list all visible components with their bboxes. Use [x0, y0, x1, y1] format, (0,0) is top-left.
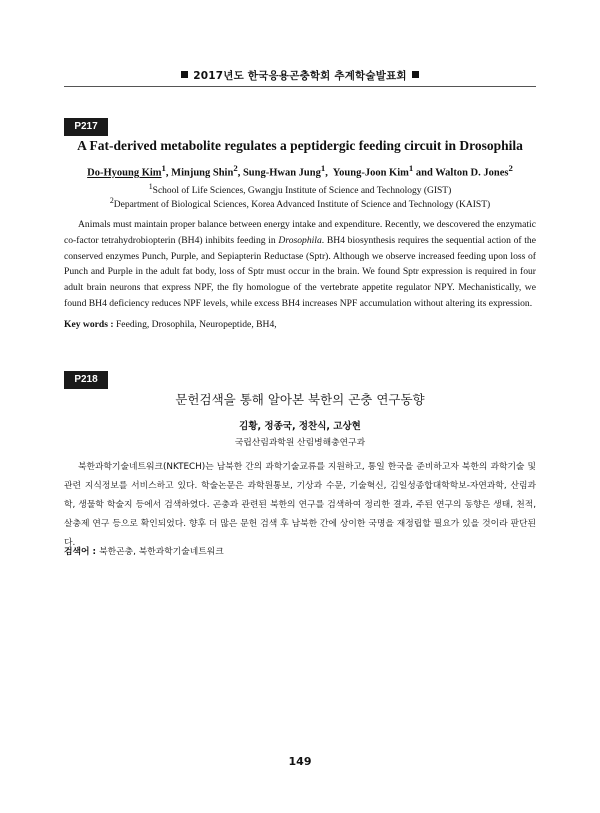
paper-title-p218: 문헌검색을 통해 알아본 북한의 곤충 연구동향 — [175, 392, 425, 407]
abstract-p218: 북한과학기술네트워크(NKTECH)는 남북한 간의 과학기술교류를 지원하고, 통일 한국을 준비하고자 북한의 과학기술 및 관련 지식정보를 서비스하고 있다. 학술논문은 과학원통보, 기상과 수문, 기술혁신, 김일성종합대학학보-자연과학, 산림과학, 생물학 학술지 등에서 검색하였다. 곤충과 관련된 북한의 연구를 검색하여 정리한 결과, 주된 연구의 동향은 생태, 천적, 살충제 연구 등으로 확인되었다. 향후 더 많은 문헌 검색 후 남북한 간에 상이한 국명을 재정립할 필요가 있을 것이라 판단된다. — [64, 462, 536, 548]
affiliation-p218: 국립산림과학원 산림병해충연구과 — [234, 438, 366, 448]
author-list-p218: 김황, 정종국, 정찬식, 고상현 — [239, 421, 361, 432]
affiliation-2-p217: $^2$Department of Biological Sciences, Korea Advanced Institute of Science and Technology (KAIST) — [109, 196, 491, 211]
paper-title-p217: A Fat-derived metabolite regulates a peptidergic feeding circuit in Drosophila — [77, 138, 523, 153]
poster-tag-p217: P217 — [64, 118, 108, 136]
keywords-label: 검색어 : — [64, 547, 100, 557]
proceedings-title: 2017년도 한국응용곤충학회 추계학술발표회 — [193, 70, 407, 82]
author: Sung-Hwan Jung — [242, 167, 321, 179]
keywords-p217 — [64, 319, 536, 330]
abstract-p217: Animals must maintain proper balance between energy intake and expenditure. Recently, we descovered the enzymatic co-factor tetrahydrobiopterin (BH4) inhibits feeding in Drosophila. BH4 biosynthesis requires the sequential action of the conserved enzymes Punch, Purple, and Sepiapterin Reductase (Sptr). Although we observe increased feeding upon loss of Punch and Purple in the adult fat body, loss of Sptr must occur in the brain. We found Sptr expression is required in four adult brain neurons that express NPF, the fly homologue of the vertebrate appetite regulator NPY. Mechanistically, we found BH4 deficiency reduces NPF levels, while excess BH4 increases NPF accumulation without altering its expression. — [64, 219, 536, 309]
keywords-value: 북한곤충, 북한과학기술네트워크 — [99, 547, 224, 557]
header-divider — [64, 86, 536, 87]
author: Young-Joon Kim — [332, 167, 409, 179]
keywords-value: Feeding, Drosophila, Neuropeptide, BH4, — [115, 319, 277, 330]
square-bullet-icon — [412, 71, 419, 78]
page-number: 149 — [288, 755, 312, 768]
keywords-label: Key words : — [64, 319, 116, 330]
square-bullet-icon — [181, 71, 188, 78]
poster-tag-p218: P218 — [64, 371, 108, 389]
presenting-author: Do-Hyoung Kim — [87, 167, 162, 179]
author: Walton D. Jones — [435, 167, 509, 179]
proceedings-header — [0, 68, 600, 83]
affiliation-1-p217: $^1$School of Life Sciences, Gwangju Institute of Science and Technology (GIST) — [148, 182, 452, 197]
keywords-p218 — [64, 544, 536, 557]
author-list-p217: Do-Hyoung Kim$^1$, Minjung Shin$^2$, Sung-Hwan Jung$^1$, Young-Joon Kim$^1$ and Walton D. Jones$^2$ — [87, 163, 513, 179]
author: Minjung Shin — [171, 167, 234, 179]
